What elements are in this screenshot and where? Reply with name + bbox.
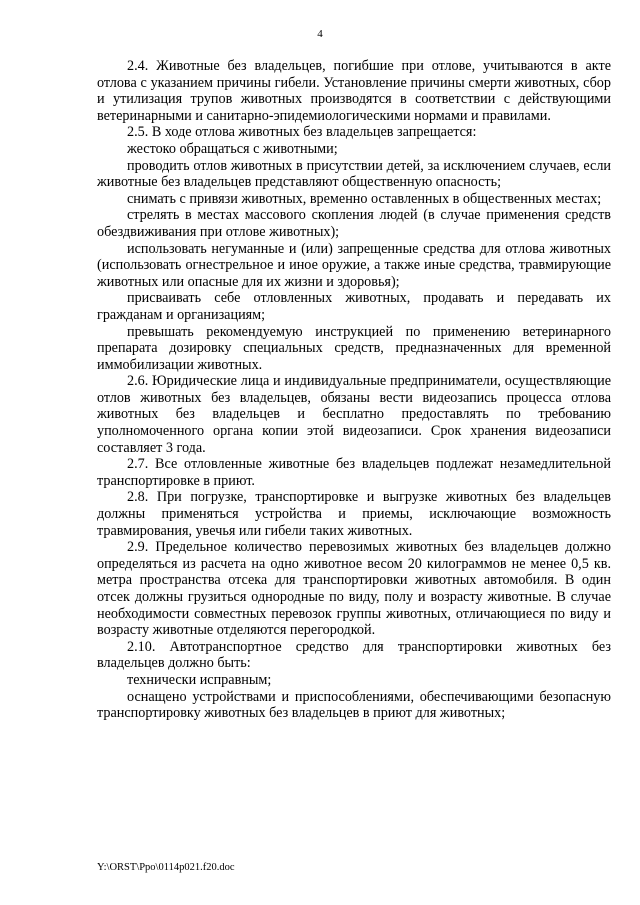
paragraph: 2.6. Юридические лица и индивидуальные предприниматели, осуществляющие отлов животных без владельцев, обязаны вести видеозапись процесса отлова животных без владельцев и бесплатно предоставлять по требованию уполномоченного органа копии этой видеозаписи. Срок хранения видеозаписи составляет 3 года. — [97, 373, 611, 456]
paragraph: 2.10. Автотранспортное средство для транспортировки животных без владельцев должно быть: — [97, 638, 611, 672]
paragraph: превышать рекомендуемую инструкцией по применению ветеринарного препарата дозировку специальных средств, предназначенных для временной иммобилизации животных. — [97, 323, 611, 373]
paragraph: проводить отлов животных в присутствии детей, за исключением случаев, если животные без владельцев представляют общественную опасность; — [97, 157, 611, 191]
paragraph: 2.9. Предельное количество перевозимых животных без владельцев должно определяться из расчета на одно животное весом 20 килограммов не менее 0,5 кв. метра пространства отсека для транспортировки животных автомобиля. В один отсек должны грузиться однородные по виду, полу и возрасту животные. В случае необходимости совместных перевозок группы животных, отличающиеся по виду и возрасту животные отделяются перегородкой. — [97, 539, 611, 639]
paragraph: стрелять в местах массового скопления людей (в случае применения средств обездвиживания при отлове животных); — [97, 207, 611, 240]
paragraph: использовать негуманные и (или) запрещенные средства для отлова животных (использовать огнестрельное и иное оружие, а также иные средства, травмирующие животных или опасные для их жизни и здоровья); — [97, 240, 611, 290]
paragraph: 2.8. При погрузке, транспортировке и выгрузке животных без владельцев должны применяться устройства и приемы, исключающие возможность травмирования, увечья или гибели таких животных. — [97, 489, 611, 539]
paragraph: жестоко обращаться с животными; — [127, 140, 338, 157]
file-path-footer: Y:\ORST\Ppo\0114p021.f20.doc — [97, 862, 235, 873]
paragraph: технически исправным; — [127, 671, 272, 688]
page-number: 4 — [317, 28, 323, 40]
paragraph: 2.7. Все отловленные животные без владельцев подлежат незамедлительной транспортировке в приют. — [97, 456, 611, 489]
paragraph: 2.5. В ходе отлова животных без владельцев запрещается: — [127, 124, 477, 141]
paragraph: присваивать себе отловленных животных, продавать и передавать их гражданам и организациям; — [97, 290, 611, 323]
document-body — [97, 58, 611, 722]
paragraph: оснащено устройствами и приспособлениями, обеспечивающими безопасную транспортировку животных без владельцев в приют для животных; — [97, 688, 611, 722]
paragraph: 2.4. Животные без владельцев, погибшие при отлове, учитываются в акте отлова с указанием причины гибели. Установление причины смерти животных, сбор и утилизация трупов животных производятся в соответствии с действующими ветеринарными и санитарно-эпидемиологическими нормами и правилами. — [97, 58, 611, 124]
paragraph: снимать с привязи животных, временно оставленных в общественных местах; — [127, 190, 602, 207]
